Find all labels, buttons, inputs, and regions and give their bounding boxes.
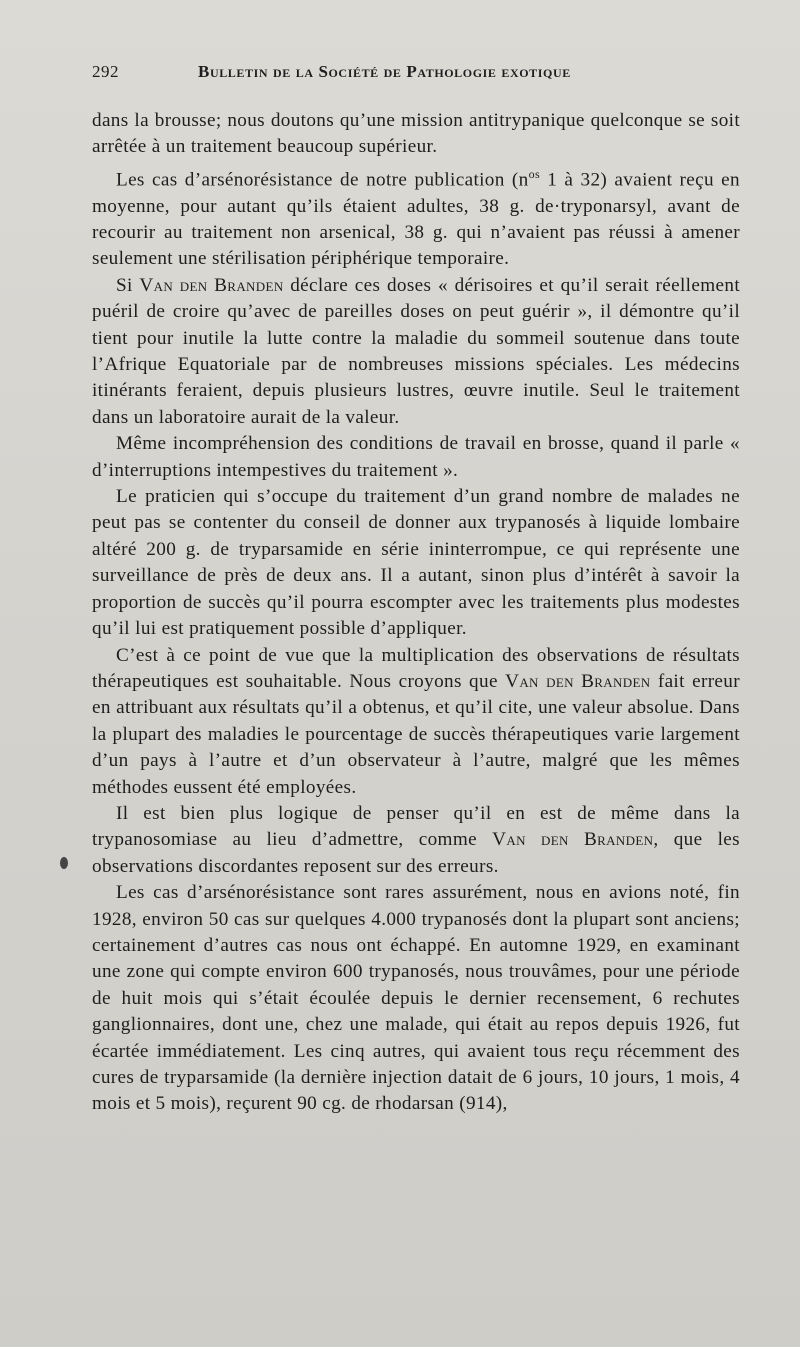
body-text — [92, 108, 740, 1118]
running-head — [92, 62, 742, 88]
paragraph-5: Le praticien qui s’occupe du traitement d’un grand nombre de malades ne peut pas se contenter du conseil de donner aux trypanosés à liquide lombaire altéré 200 g. de tryparsamide en série ininterrompue, ce qui représente une surveillance de près de deux ans. Il a autant, sinon plus d’intérêt à savoir la proportion de succès qu’il pourra escompter avec les traitements plus modestes qu’il lui est pratiquement possible d’appliquer. — [92, 486, 740, 640]
paragraph-6: C’est à ce point de vue que la multiplication des observations de résultats thérapeutiques est souhaitable. Nous croyons que Van den Branden fait erreur en attribuant aux résultats qu’il a obtenus, et qu’il cite, une valeur absolue. Dans la plupart des maladies le pourcentage de succès thérapeutiques varie largement d’un pays à l’autre et d’un observateur à l’autre, malgré que les mêmes méthodes eussent été employées. — [92, 644, 740, 798]
author-name: Van den Branden — [492, 829, 654, 851]
author-name: Van den Branden — [139, 274, 284, 296]
paragraph-1: dans la brousse; nous doutons qu’une mission antitrypanique quelconque se soit arrêtée à un traitement beaucoup supérieur. — [92, 110, 740, 158]
author-name: Van den Branden — [505, 670, 651, 692]
superscript-os: os — [528, 166, 540, 181]
margin-mark — [60, 857, 68, 869]
paragraph-3: Si Van den Branden déclare ces doses « dérisoires et qu’il serait réellement puéril de croire qu’avec de pareilles doses on peut guérir », il démontre qu’il tient pour inutile la lutte contre la maladie du sommeil soutenue dans toute l’Afrique Equatoriale par de nombreuses missions spéciales. Les médecins itinérants feraient, depuis plusieurs lustres, œuvre inutile. Seul le traitement dans un laboratoire aurait de la valeur. — [92, 274, 740, 428]
paragraph-8: Les cas d’arsénorésistance sont rares assurément, nous en avions noté, fin 1928, environ 50 cas sur quelques 4.000 trypanosés dont la plupart sont anciens; certainement d’autres cas nous ont échappé. En automne 1929, en examinant une zone qui compte environ 600 trypanosés, nous trouvâmes, pour une période de huit mois qui s’était écoulée depuis le dernier recensement, 6 rechutes ganglionnaires, dont une, chez une malade, qui était au repos depuis 1926, fut écartée immédiatement. Les cinq autres, qui avaient tous reçu récemment des cures de tryparsamide (la dernière injection datait de 6 jours, 10 jours, 1 mois, 4 mois et 5 mois), reçurent 90 cg. de rhodarsan (914), — [92, 882, 740, 1115]
page-number: 292 — [92, 62, 119, 81]
paragraph-4: Même incompréhension des conditions de travail en brosse, quand il parle « d’interruptions intempestives du traitement ». — [92, 433, 740, 481]
paragraph-2: Les cas d’arsénorésistance de notre publication ($n^{os}$ 1 à 32) avaient reçu en moyenne, pour autant qu’ils étaient adultes, 38 g. de·tryponarsyl, avant de recourir au traitement non arsenical, 38 g. qui n’avaient pas réussi à amener seulement une stérilisation périphérique temporaire. — [92, 166, 740, 270]
journal-title: Bulletin de la Société de Pathologie exotique — [198, 62, 571, 81]
paragraph-7: Il est bien plus logique de penser qu’il en est de même dans la trypanosomiase au lieu d’admettre, comme Van den Branden, que les observations discordantes reposent sur des erreurs. — [92, 802, 740, 877]
